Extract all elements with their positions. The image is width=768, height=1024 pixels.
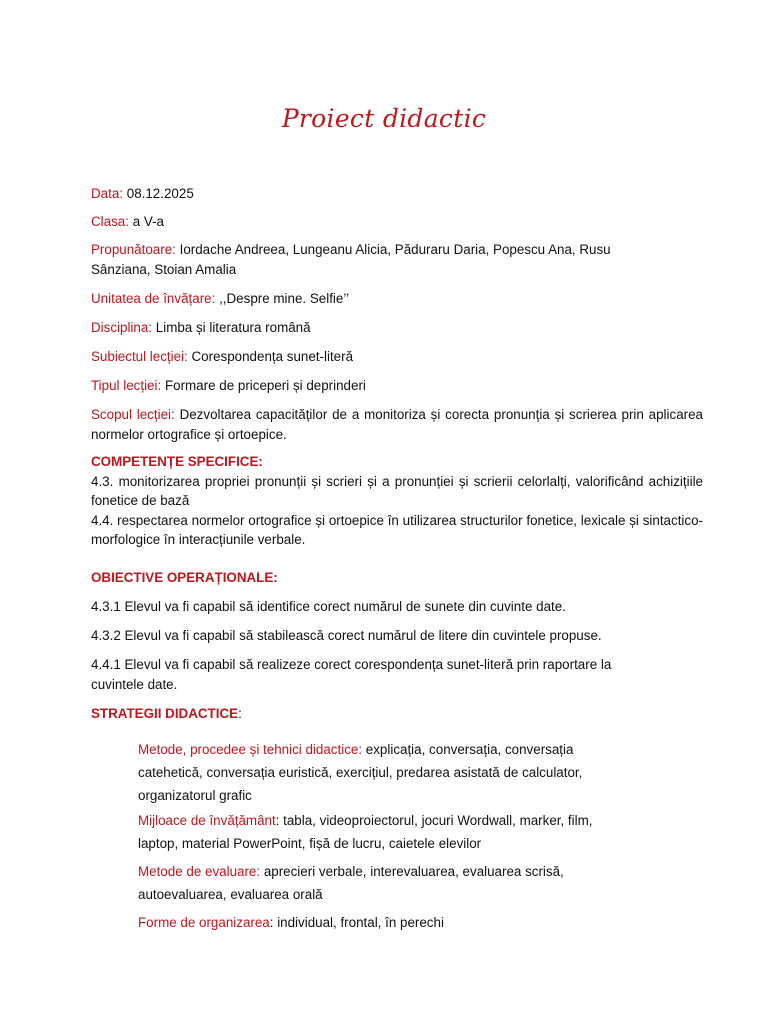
competenta-item: 4.4. respectarea normelor ortografice și ortoepice în utilizarea structurilor fonetice, lexicale și sintactico-morfologice în interacțiunile verbale. [91,513,703,547]
field-value: Corespondența sunet-literă [191,349,354,364]
strategie-item [138,860,618,906]
field-value: Limba și literatura română [155,320,311,335]
strategie-value: : individual, frontal, în perechi [269,915,444,930]
obiectiv-item: 4.4.1 Elevul va fi capabil să realizeze corect corespondența sunet-literă prin raportare la cuvintele date. [91,657,612,692]
field-data [91,184,703,204]
field-label: Clasa: [91,214,129,229]
field-label: Data: [91,186,124,201]
field-value: Iordache Andreea, Lungeanu Alicia, Păduraru Daria, Popescu Ana, Rusu Sânziana, Stoian Amalia [91,242,611,277]
strategie-item [138,738,618,807]
field-label: Propunătoare: [91,242,176,257]
field-value: Dezvoltarea capacităților de a monitoriza și corecta pronunția și scrierea prin aplicarea normelor ortografice și ortoepice. [91,407,703,442]
field-unitatea [91,289,703,309]
field-value: ,,Despre mine. Selfie’’ [219,291,350,306]
strategie-label: Mijloace de învățământ [138,813,276,828]
section-heading-competente: COMPETENȚE SPECIFICE: [91,454,263,469]
obiectiv-item: 4.3.1 Elevul va fi capabil să identifice corect numărul de sunete din cuvinte date. [91,599,566,614]
field-label: Unitatea de învățare: [91,291,216,306]
field-subiectul [91,347,703,367]
strategie-item [138,911,618,934]
field-propunatoare [91,240,651,280]
field-tipul [91,376,703,396]
strategie-item [138,809,618,855]
strategie-label: Metode, procedee și tehnici didactice: [138,742,363,757]
strategie-value: explicația, conversația, conversația catehetică, conversația euristică, exercițiul, predarea asistată de calculator, organizatorul grafic [138,742,583,803]
field-value: Formare de priceperi și deprinderi [164,378,366,393]
field-value: 08.12.2025 [126,186,194,201]
competenta-item: 4.3. monitorizarea propriei pronunții și scrieri și a pronunției și scrierii celorlalți, valorificând achizițiile fonetice de bază [91,474,703,508]
section-heading-text: STRATEGII DIDACTICE [91,706,239,721]
field-clasa [91,212,703,232]
field-value: a V-a [132,214,164,229]
section-heading-obiective: OBIECTIVE OPERAȚIONALE: [91,570,278,585]
field-label: Disciplina: [91,320,153,335]
field-scopul [91,405,703,445]
document-title: Proiect didactic [281,104,487,133]
field-label: Subiectul lecției: [91,349,188,364]
heading-colon: : [238,706,242,721]
field-label: Tipul lecției: [91,378,162,393]
strategie-value: aprecieri verbale, interevaluarea, evaluarea scrisă, autoevaluarea, evaluarea orală [138,864,564,902]
field-label: Scopul lecției: [91,407,175,422]
section-heading-strategii [91,704,703,724]
strategie-label: Forme de organizarea [138,915,270,930]
strategie-label: Metode de evaluare: [138,864,261,879]
field-disciplina [91,318,703,338]
obiectiv-item: 4.3.2 Elevul va fi capabil să stabilească corect numărul de litere din cuvintele propuse. [91,628,602,643]
strategie-value: : tabla, videoproiectorul, jocuri Wordwall, marker, film, laptop, material PowerPoint, fișă de lucru, caietele elevilor [138,813,593,851]
